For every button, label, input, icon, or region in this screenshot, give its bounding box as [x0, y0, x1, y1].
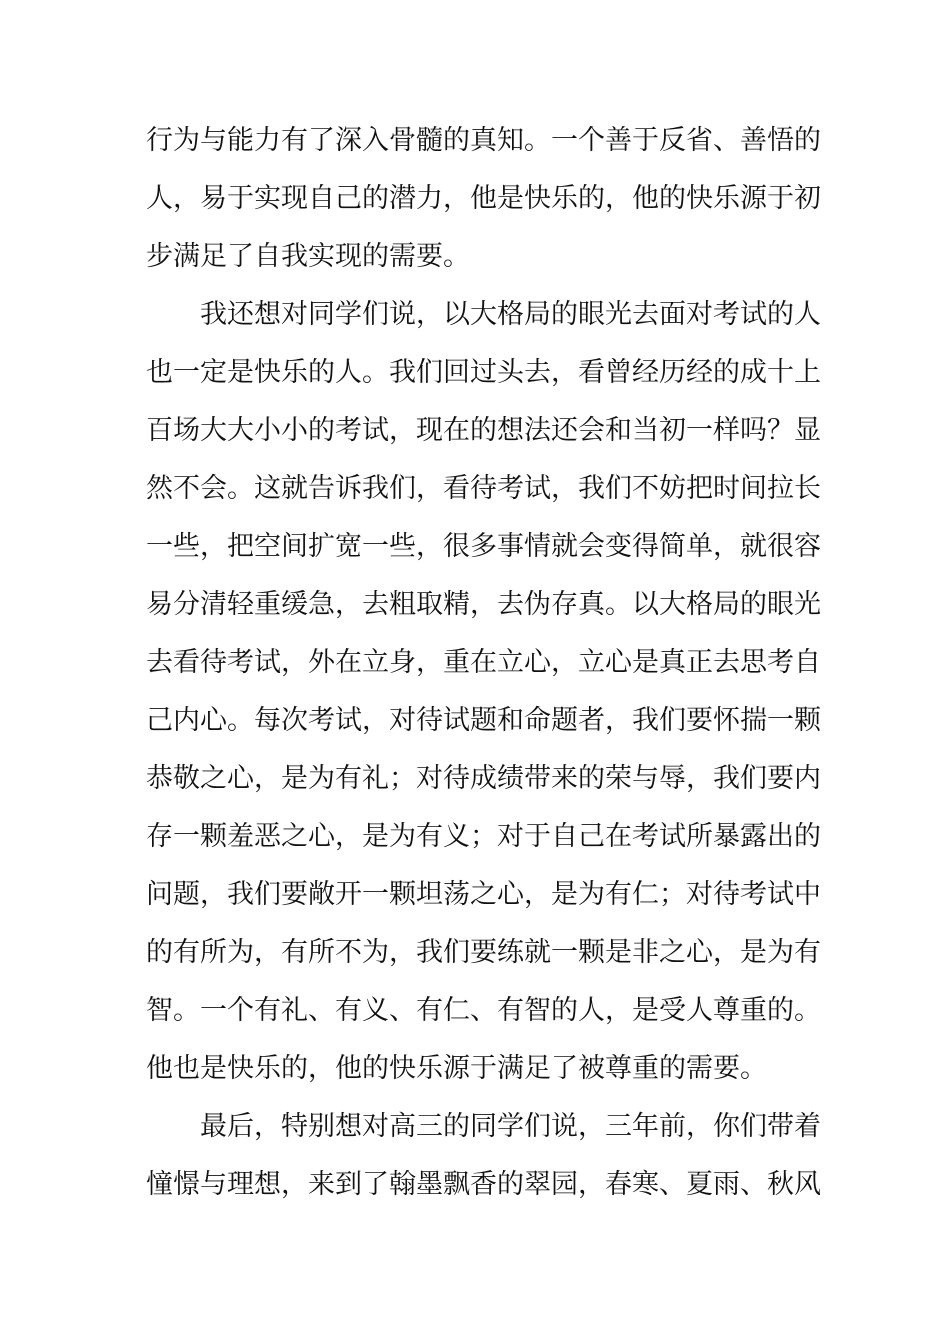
paragraph-2-line-13: 智。一个有礼、有义、有仁、有智的人，是受人尊重的。 — [146, 995, 821, 1026]
paragraph-2-line-1: 我还想对同学们说，以大格局的眼光去面对考试的人 — [200, 299, 821, 330]
paragraph-2-line-4: 然不会。这就告诉我们，看待考试，我们不妨把时间拉长 — [146, 473, 821, 504]
paragraph-3-line-2: 憧憬与理想，来到了翰墨飘香的翠园，春寒、夏雨、秋风 — [146, 1169, 821, 1200]
paragraph-2-line-3: 百场大大小小的考试，现在的想法还会和当初一样吗？显 — [146, 415, 821, 446]
paragraph-2-line-12: 的有所为，有所不为，我们要练就一颗是非之心，是为有 — [146, 937, 821, 968]
paragraph-2-line-7: 去看待考试，外在立身，重在立心，立心是真正去思考自 — [146, 647, 821, 678]
paragraph-2-line-10: 存一颗羞恶之心，是为有义；对于自己在考试所暴露出的 — [146, 821, 821, 852]
paragraph-1-line-1: 行为与能力有了深入骨髓的真知。一个善于反省、善悟的 — [146, 125, 821, 156]
paragraph-1-line-2: 人，易于实现自己的潜力，他是快乐的，他的快乐源于初 — [146, 183, 821, 214]
paragraph-2-line-5: 一些，把空间扩宽一些，很多事情就会变得简单，就很容 — [146, 531, 821, 562]
paragraph-2-line-9: 恭敬之心，是为有礼；对待成绩带来的荣与辱，我们要内 — [146, 763, 821, 794]
paragraph-2-line-11: 问题，我们要敞开一颗坦荡之心，是为有仁；对待考试中 — [146, 879, 821, 910]
paragraph-3-line-1: 最后，特别想对高三的同学们说，三年前，你们带着 — [200, 1111, 821, 1142]
paragraph-2-line-8: 己内心。每次考试，对待试题和命题者，我们要怀揣一颗 — [146, 705, 821, 736]
paragraph-2-line-2: 也一定是快乐的人。我们回过头去，看曾经历经的成十上 — [146, 357, 821, 388]
paragraph-1-line-3: 步满足了自我实现的需要。 — [146, 241, 470, 272]
paragraph-2-line-14: 他也是快乐的，他的快乐源于满足了被尊重的需要。 — [146, 1053, 767, 1084]
paragraph-2-line-6: 易分清轻重缓急，去粗取精，去伪存真。以大格局的眼光 — [146, 589, 821, 620]
